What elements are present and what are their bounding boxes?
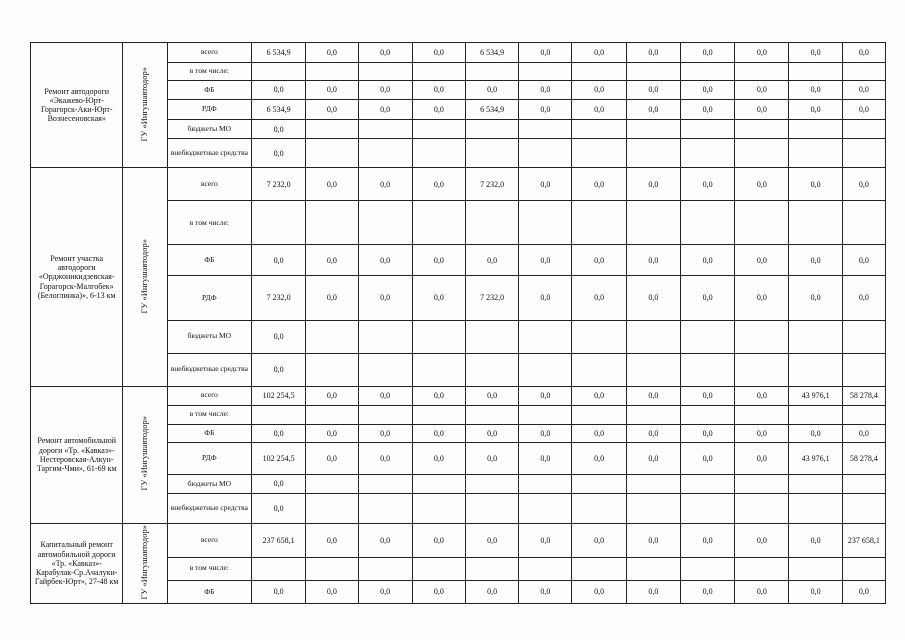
funding-source-cell: бюджеты МО	[167, 320, 251, 353]
amount-cell: 0,0	[735, 580, 789, 603]
amount-cell: 0,0	[519, 245, 572, 276]
amount-cell: 0,0	[789, 580, 842, 603]
amount-cell: 0,0	[465, 386, 518, 405]
amount-cell: 0,0	[842, 168, 885, 201]
amount-cell	[358, 493, 412, 523]
amount-cell	[789, 139, 842, 168]
amount-cell: 43 976,1	[789, 386, 842, 405]
amount-cell	[252, 557, 306, 580]
amount-cell	[519, 63, 572, 81]
amount-cell: 6 534,9	[252, 43, 306, 63]
amount-cell	[735, 405, 789, 424]
amount-cell: 0,0	[572, 276, 626, 320]
amount-cell: 0,0	[412, 523, 465, 557]
amount-cell	[465, 201, 518, 245]
funding-source-cell: бюджеты МО	[167, 474, 251, 493]
amount-cell: 0,0	[842, 81, 885, 100]
amount-cell: 0,0	[519, 424, 572, 442]
amount-cell	[789, 63, 842, 81]
amount-cell	[412, 63, 465, 81]
amount-cell	[789, 320, 842, 353]
amount-cell: 0,0	[789, 424, 842, 442]
amount-cell	[842, 120, 885, 139]
amount-cell: 237 658,1	[252, 523, 306, 557]
executor-label: ГУ «Ингушавтодор»	[139, 66, 150, 142]
amount-cell: 0,0	[735, 100, 789, 120]
amount-cell: 0,0	[572, 168, 626, 201]
amount-cell: 0,0	[735, 276, 789, 320]
amount-cell: 0,0	[412, 43, 465, 63]
amount-cell: 0,0	[358, 81, 412, 100]
amount-cell: 0,0	[252, 139, 306, 168]
amount-cell: 0,0	[626, 43, 680, 63]
amount-cell	[626, 405, 680, 424]
amount-cell	[358, 63, 412, 81]
amount-cell: 0,0	[519, 386, 572, 405]
amount-cell	[842, 353, 885, 386]
amount-cell: 0,0	[519, 81, 572, 100]
amount-cell	[306, 63, 358, 81]
amount-cell	[842, 493, 885, 523]
amount-cell: 0,0	[519, 100, 572, 120]
amount-cell	[735, 201, 789, 245]
amount-cell: 0,0	[358, 43, 412, 63]
amount-cell	[735, 557, 789, 580]
amount-cell	[680, 557, 734, 580]
amount-cell: 0,0	[465, 424, 518, 442]
amount-cell: 6 534,9	[465, 43, 518, 63]
amount-cell: 0,0	[519, 168, 572, 201]
amount-cell: 102 254,5	[252, 386, 306, 405]
amount-cell: 0,0	[572, 81, 626, 100]
amount-cell: 6 534,9	[252, 100, 306, 120]
project-name-cell: Капитальный ремонт автомобильной дороги «Тр. «Кавказ»-Карабулак-Ср.Ачалуки-Гайрбек-Юрт», 27-48 км	[31, 523, 123, 603]
amount-cell	[465, 63, 518, 81]
amount-cell: 0,0	[412, 245, 465, 276]
amount-cell	[789, 557, 842, 580]
amount-cell	[358, 405, 412, 424]
amount-cell: 0,0	[572, 442, 626, 474]
funding-source-cell: всего	[167, 168, 251, 201]
amount-cell: 0,0	[626, 245, 680, 276]
amount-cell: 0,0	[572, 386, 626, 405]
amount-cell: 7 232,0	[252, 168, 306, 201]
amount-cell	[358, 320, 412, 353]
amount-cell: 0,0	[680, 580, 734, 603]
funding-source-cell: внебюджетные средства	[167, 493, 251, 523]
amount-cell: 0,0	[519, 43, 572, 63]
amount-cell	[680, 405, 734, 424]
executor-cell	[123, 386, 167, 523]
amount-cell	[626, 63, 680, 81]
amount-cell: 0,0	[735, 43, 789, 63]
amount-cell: 0,0	[252, 81, 306, 100]
amount-cell: 0,0	[842, 100, 885, 120]
amount-cell: 0,0	[252, 245, 306, 276]
funding-source-cell: ФБ	[167, 245, 251, 276]
amount-cell	[572, 120, 626, 139]
amount-cell: 0,0	[306, 424, 358, 442]
amount-cell	[252, 63, 306, 81]
amount-cell: 102 254,5	[252, 442, 306, 474]
amount-cell	[680, 353, 734, 386]
amount-cell	[680, 120, 734, 139]
amount-cell	[842, 557, 885, 580]
amount-cell: 0,0	[680, 43, 734, 63]
amount-cell: 0,0	[252, 353, 306, 386]
amount-cell	[842, 201, 885, 245]
amount-cell	[306, 139, 358, 168]
amount-cell	[626, 493, 680, 523]
amount-cell: 0,0	[789, 43, 842, 63]
amount-cell	[842, 405, 885, 424]
amount-cell: 0,0	[626, 168, 680, 201]
amount-cell	[789, 120, 842, 139]
amount-cell: 0,0	[680, 81, 734, 100]
executor-label: ГУ «Ингушавтодор»	[139, 525, 150, 600]
amount-cell: 0,0	[789, 100, 842, 120]
amount-cell	[572, 557, 626, 580]
amount-cell	[306, 474, 358, 493]
amount-cell: 0,0	[306, 168, 358, 201]
amount-cell: 0,0	[735, 81, 789, 100]
amount-cell: 0,0	[789, 245, 842, 276]
project-name-cell: Ремонт автомобильной дороги «Тр. «Кавказ»-Нестеровская-Алкун-Таргим-Чми», 61-69 км	[31, 386, 123, 523]
funding-source-cell: внебюджетные средства	[167, 353, 251, 386]
amount-cell: 0,0	[358, 442, 412, 474]
funding-source-cell: в том числе:	[167, 201, 251, 245]
amount-cell	[626, 474, 680, 493]
amount-cell: 0,0	[572, 245, 626, 276]
amount-cell: 0,0	[412, 424, 465, 442]
amount-cell: 0,0	[519, 523, 572, 557]
amount-cell: 0,0	[306, 81, 358, 100]
budget-table-body	[31, 43, 886, 604]
amount-cell: 0,0	[465, 523, 518, 557]
executor-cell	[123, 43, 167, 168]
amount-cell: 0,0	[306, 442, 358, 474]
amount-cell	[306, 320, 358, 353]
amount-cell	[626, 557, 680, 580]
executor-label: ГУ «Ингушавтодор»	[139, 238, 150, 314]
amount-cell	[252, 405, 306, 424]
amount-cell: 0,0	[465, 81, 518, 100]
amount-cell: 0,0	[626, 580, 680, 603]
amount-cell: 0,0	[680, 386, 734, 405]
amount-cell	[735, 139, 789, 168]
executor-label: ГУ «Ингушавтодор»	[139, 416, 150, 491]
amount-cell	[519, 139, 572, 168]
amount-cell: 0,0	[572, 580, 626, 603]
amount-cell	[626, 320, 680, 353]
amount-cell	[306, 557, 358, 580]
amount-cell: 0,0	[306, 386, 358, 405]
funding-source-cell: РДФ	[167, 442, 251, 474]
amount-cell	[519, 120, 572, 139]
amount-cell: 0,0	[519, 442, 572, 474]
amount-cell	[465, 320, 518, 353]
amount-cell: 0,0	[306, 245, 358, 276]
amount-cell: 7 232,0	[465, 168, 518, 201]
amount-cell: 0,0	[412, 81, 465, 100]
amount-cell	[519, 474, 572, 493]
amount-cell	[306, 405, 358, 424]
amount-cell: 0,0	[412, 442, 465, 474]
amount-cell	[572, 320, 626, 353]
amount-cell: 0,0	[572, 424, 626, 442]
amount-cell	[358, 474, 412, 493]
amount-cell	[680, 493, 734, 523]
amount-cell: 0,0	[412, 580, 465, 603]
amount-cell	[252, 201, 306, 245]
amount-cell: 0,0	[735, 386, 789, 405]
amount-cell: 0,0	[412, 386, 465, 405]
amount-cell: 0,0	[842, 43, 885, 63]
amount-cell: 0,0	[572, 43, 626, 63]
amount-cell: 0,0	[626, 100, 680, 120]
amount-cell	[465, 474, 518, 493]
amount-cell: 0,0	[358, 580, 412, 603]
amount-cell: 0,0	[789, 523, 842, 557]
amount-cell	[412, 320, 465, 353]
amount-cell	[358, 139, 412, 168]
amount-cell: 0,0	[358, 523, 412, 557]
amount-cell: 0,0	[626, 276, 680, 320]
amount-cell	[358, 120, 412, 139]
funding-source-cell: всего	[167, 43, 251, 63]
amount-cell	[358, 201, 412, 245]
amount-cell	[735, 474, 789, 493]
amount-cell: 0,0	[735, 245, 789, 276]
amount-cell: 0,0	[306, 100, 358, 120]
amount-cell	[412, 201, 465, 245]
amount-cell	[735, 493, 789, 523]
amount-cell: 0,0	[735, 523, 789, 557]
project-name-cell: Ремонт автодороги «Экажево-Юрт-Горагорск-Аки-Юрт-Вознесеновская»	[31, 43, 123, 168]
amount-cell: 0,0	[519, 276, 572, 320]
amount-cell: 0,0	[358, 276, 412, 320]
amount-cell	[358, 557, 412, 580]
amount-cell: 0,0	[465, 580, 518, 603]
amount-cell: 0,0	[412, 100, 465, 120]
amount-cell	[626, 139, 680, 168]
amount-cell	[465, 120, 518, 139]
project-name-cell: Ремонт участка автодороги «Орджоникидзевская-Горагорск-Малгобек» (Белоглинка)», 6-13 км	[31, 168, 123, 386]
amount-cell	[789, 201, 842, 245]
amount-cell: 0,0	[680, 442, 734, 474]
amount-cell: 58 278,4	[842, 386, 885, 405]
amount-cell: 0,0	[626, 81, 680, 100]
amount-cell	[789, 474, 842, 493]
amount-cell	[306, 493, 358, 523]
amount-cell	[680, 63, 734, 81]
amount-cell: 0,0	[842, 580, 885, 603]
amount-cell	[572, 353, 626, 386]
amount-cell: 0,0	[680, 245, 734, 276]
funding-source-cell: в том числе:	[167, 557, 251, 580]
funding-source-cell: в том числе:	[167, 405, 251, 424]
executor-cell	[123, 523, 167, 603]
amount-cell: 0,0	[626, 442, 680, 474]
amount-cell	[465, 405, 518, 424]
amount-cell: 43 976,1	[789, 442, 842, 474]
funding-source-cell: РДФ	[167, 276, 251, 320]
amount-cell: 0,0	[680, 100, 734, 120]
amount-cell	[519, 493, 572, 523]
amount-cell	[306, 120, 358, 139]
funding-source-cell: всего	[167, 386, 251, 405]
amount-cell	[572, 405, 626, 424]
funding-source-cell: ФБ	[167, 81, 251, 100]
amount-cell	[306, 353, 358, 386]
amount-cell	[842, 320, 885, 353]
amount-cell: 0,0	[680, 523, 734, 557]
amount-cell: 0,0	[412, 276, 465, 320]
amount-cell	[572, 139, 626, 168]
amount-cell	[306, 201, 358, 245]
table-row	[31, 386, 886, 405]
amount-cell: 0,0	[842, 245, 885, 276]
funding-source-cell: внебюджетные средства	[167, 139, 251, 168]
amount-cell: 6 534,9	[465, 100, 518, 120]
amount-cell: 0,0	[626, 386, 680, 405]
amount-cell	[572, 63, 626, 81]
amount-cell	[519, 353, 572, 386]
amount-cell: 0,0	[789, 81, 842, 100]
amount-cell	[842, 139, 885, 168]
amount-cell	[680, 139, 734, 168]
amount-cell	[465, 139, 518, 168]
amount-cell: 0,0	[252, 493, 306, 523]
funding-source-cell: ФБ	[167, 580, 251, 603]
amount-cell: 0,0	[306, 276, 358, 320]
amount-cell	[412, 474, 465, 493]
amount-cell	[680, 320, 734, 353]
amount-cell	[465, 557, 518, 580]
amount-cell: 58 278,4	[842, 442, 885, 474]
amount-cell: 0,0	[789, 168, 842, 201]
amount-cell	[735, 120, 789, 139]
amount-cell	[842, 63, 885, 81]
amount-cell: 0,0	[680, 424, 734, 442]
amount-cell: 0,0	[572, 523, 626, 557]
amount-cell	[412, 557, 465, 580]
amount-cell: 0,0	[252, 320, 306, 353]
amount-cell	[519, 557, 572, 580]
funding-source-cell: в том числе:	[167, 63, 251, 81]
funding-source-cell: всего	[167, 523, 251, 557]
table-row	[31, 168, 886, 201]
amount-cell	[680, 474, 734, 493]
amount-cell: 0,0	[680, 168, 734, 201]
amount-cell: 0,0	[306, 523, 358, 557]
amount-cell: 0,0	[626, 523, 680, 557]
amount-cell	[465, 493, 518, 523]
amount-cell	[412, 353, 465, 386]
amount-cell	[789, 493, 842, 523]
amount-cell: 0,0	[735, 168, 789, 201]
funding-source-cell: бюджеты МО	[167, 120, 251, 139]
amount-cell: 0,0	[412, 168, 465, 201]
amount-cell: 0,0	[465, 245, 518, 276]
executor-cell	[123, 168, 167, 386]
amount-cell: 0,0	[680, 276, 734, 320]
amount-cell: 0,0	[358, 100, 412, 120]
amount-cell	[572, 201, 626, 245]
amount-cell	[735, 353, 789, 386]
amount-cell: 0,0	[358, 424, 412, 442]
amount-cell	[519, 405, 572, 424]
amount-cell: 0,0	[735, 424, 789, 442]
amount-cell	[519, 320, 572, 353]
amount-cell: 0,0	[252, 580, 306, 603]
amount-cell: 0,0	[358, 386, 412, 405]
amount-cell	[412, 493, 465, 523]
amount-cell	[412, 139, 465, 168]
amount-cell	[358, 353, 412, 386]
amount-cell: 0,0	[306, 43, 358, 63]
amount-cell: 0,0	[519, 580, 572, 603]
amount-cell: 0,0	[306, 580, 358, 603]
amount-cell: 7 232,0	[465, 276, 518, 320]
amount-cell	[735, 63, 789, 81]
amount-cell: 0,0	[842, 276, 885, 320]
table-row	[31, 43, 886, 63]
amount-cell: 0,0	[465, 442, 518, 474]
amount-cell	[519, 201, 572, 245]
amount-cell	[626, 120, 680, 139]
amount-cell: 0,0	[358, 168, 412, 201]
amount-cell: 0,0	[626, 424, 680, 442]
funding-source-cell: РДФ	[167, 100, 251, 120]
amount-cell	[735, 320, 789, 353]
amount-cell: 0,0	[252, 474, 306, 493]
amount-cell	[412, 405, 465, 424]
amount-cell: 0,0	[789, 276, 842, 320]
amount-cell: 0,0	[358, 245, 412, 276]
amount-cell	[680, 201, 734, 245]
amount-cell	[572, 474, 626, 493]
amount-cell	[465, 353, 518, 386]
amount-cell: 0,0	[842, 424, 885, 442]
amount-cell	[789, 405, 842, 424]
amount-cell	[626, 201, 680, 245]
table-row	[31, 523, 886, 557]
funding-source-cell: ФБ	[167, 424, 251, 442]
amount-cell: 0,0	[572, 100, 626, 120]
amount-cell	[572, 493, 626, 523]
amount-cell	[789, 353, 842, 386]
amount-cell: 0,0	[252, 120, 306, 139]
amount-cell	[626, 353, 680, 386]
amount-cell: 0,0	[735, 442, 789, 474]
amount-cell	[842, 474, 885, 493]
amount-cell: 0,0	[252, 424, 306, 442]
amount-cell: 237 658,1	[842, 523, 885, 557]
budget-table	[30, 42, 886, 604]
amount-cell: 7 232,0	[252, 276, 306, 320]
amount-cell	[412, 120, 465, 139]
